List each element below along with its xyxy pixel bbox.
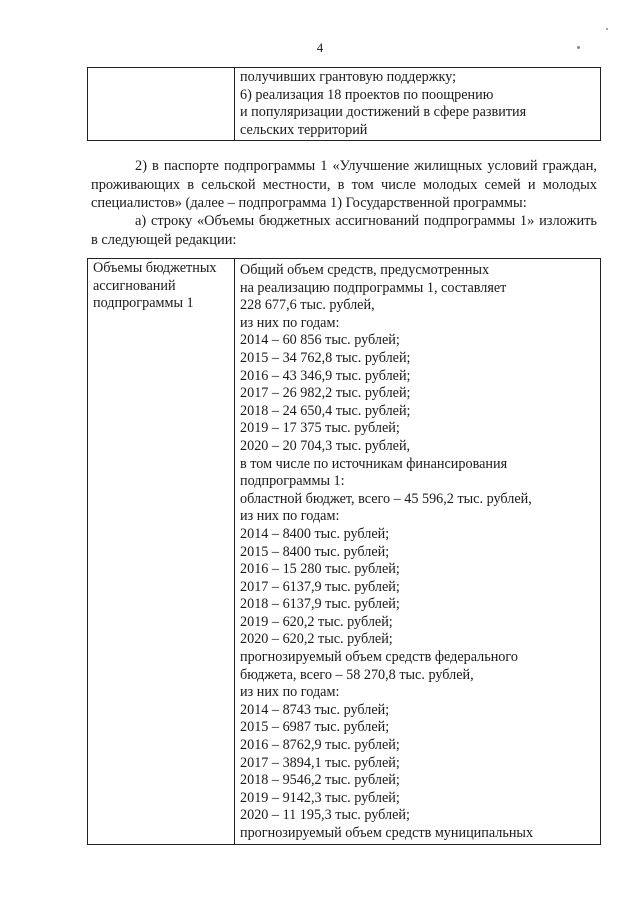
- text-line: подпрограммы 1: [93, 295, 194, 312]
- text-line: 2016 – 8762,9 тыс. рублей;: [240, 737, 400, 754]
- text-line: 2015 – 8400 тыс. рублей;: [240, 543, 390, 560]
- text-line: 2014 – 8400 тыс. рублей;: [240, 525, 390, 542]
- budget-table-label-cell: [88, 259, 235, 845]
- budget-table: [87, 258, 601, 845]
- text-line: из них по годам:: [240, 314, 340, 331]
- text-line: 2014 – 8743 тыс. рублей;: [240, 701, 390, 718]
- text-line: 2018 – 6137,9 тыс. рублей;: [240, 596, 400, 613]
- text-line: из них по годам:: [240, 508, 340, 525]
- text-line: 2020 – 620,2 тыс. рублей;: [240, 631, 393, 648]
- text-line: а) строку «Объемы бюджетных ассигнований подпрограммы 1» изложить: [135, 213, 597, 229]
- text-line: подпрограммы 1:: [240, 473, 345, 490]
- text-line: 2014 – 60 856 тыс. рублей;: [240, 332, 400, 349]
- text-line: Общий объем средств, предусмотренных: [240, 262, 490, 278]
- table-row: [88, 259, 601, 845]
- text-line: Объемы бюджетных: [93, 260, 217, 276]
- table-row: [88, 68, 601, 141]
- text-line: 2019 – 9142,3 тыс. рублей;: [240, 789, 400, 806]
- text-line: 2) в паспорте подпрограммы 1 «Улучшение жилищных условий граждан,: [135, 158, 597, 174]
- text-line: в следующей редакции:: [91, 231, 237, 248]
- paragraph-passport-change: [91, 157, 597, 213]
- text-line: 6) реализация 18 проектов по поощрению: [240, 86, 494, 103]
- text-line: 2017 – 26 982,2 тыс. рублей;: [240, 385, 411, 402]
- text-line: бюджета, всего – 58 270,8 тыс. рублей,: [240, 666, 474, 683]
- text-line: получивших грантовую поддержку;: [240, 69, 457, 85]
- text-line: сельских территорий: [240, 121, 368, 138]
- text-line: 2020 – 11 195,3 тыс. рублей;: [240, 807, 410, 824]
- budget-table-value-cell: [235, 259, 601, 845]
- text-line: 2019 – 620,2 тыс. рублей;: [240, 613, 393, 630]
- text-line: 2018 – 9546,2 тыс. рублей;: [240, 772, 400, 789]
- top-table-right-cell: [235, 68, 601, 141]
- text-line: 2019 – 17 375 тыс. рублей;: [240, 420, 400, 437]
- text-line: 2018 – 24 650,4 тыс. рублей;: [240, 402, 411, 419]
- top-table: [87, 67, 601, 141]
- text-line: из них по годам:: [240, 684, 340, 701]
- top-table-left-cell: [88, 68, 235, 141]
- text-line: 2016 – 15 280 тыс. рублей;: [240, 561, 400, 578]
- text-line: областной бюджет, всего – 45 596,2 тыс. рублей,: [240, 490, 532, 507]
- text-line: в том числе по источникам финансирования: [240, 455, 508, 472]
- text-line: 2015 – 6987 тыс. рублей;: [240, 719, 390, 736]
- text-line: 2017 – 3894,1 тыс. рублей;: [240, 754, 400, 771]
- scan-speck: [606, 28, 608, 30]
- paragraph-instruction: [91, 212, 597, 249]
- text-line: на реализацию подпрограммы 1, составляет: [240, 279, 507, 296]
- page-number: 4: [316, 40, 324, 55]
- text-line: прогнозируемый объем средств федерального: [240, 649, 518, 666]
- scan-speck: [577, 46, 580, 49]
- text-line: 2016 – 43 346,9 тыс. рублей;: [240, 367, 411, 384]
- text-line: 2020 – 20 704,3 тыс. рублей,: [240, 437, 411, 454]
- paragraph-lines: [91, 212, 597, 249]
- text-line: проживающих в сельской местности, в том числе молодых семей и молодых: [91, 176, 597, 193]
- text-line: и популяризации достижений в сфере развития: [240, 104, 527, 121]
- paragraph-lines: [91, 157, 597, 213]
- text-line: 2015 – 34 762,8 тыс. рублей;: [240, 349, 411, 366]
- text-line: 228 677,6 тыс. рублей,: [240, 297, 375, 314]
- text-line: ассигнований: [93, 277, 176, 294]
- text-line: специалистов» (далее – подпрограмма 1) Государственной программы:: [91, 195, 527, 212]
- text-line: прогнозируемый объем средств муниципальных: [240, 825, 534, 841]
- text-line: 2017 – 6137,9 тыс. рублей;: [240, 578, 400, 595]
